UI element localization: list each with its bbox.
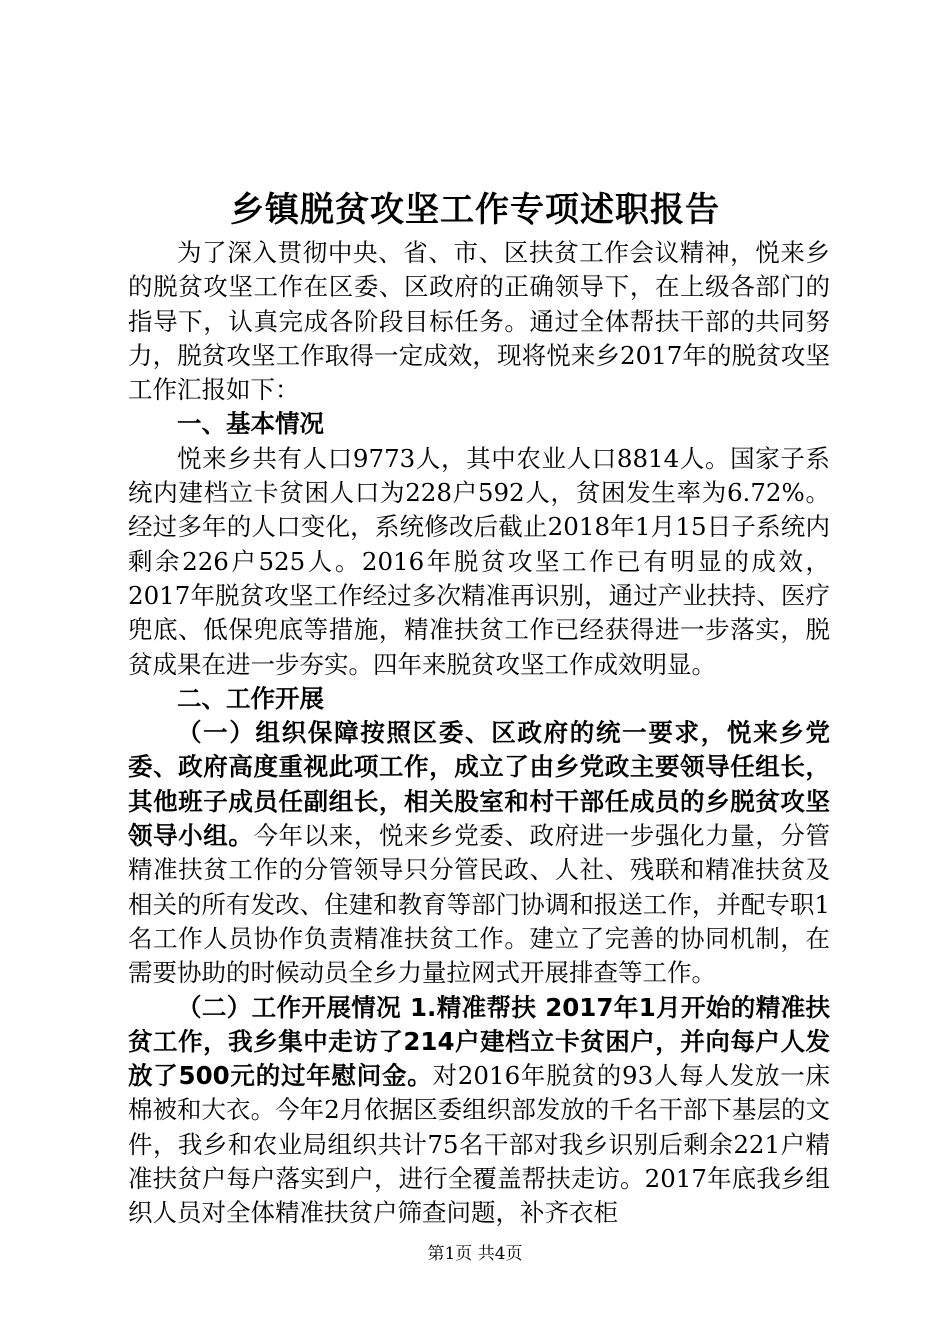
intro-paragraph: 为了深入贯彻中央、省、市、区扶贫工作会议精神，悦来乡的脱贫攻坚工作在区委、区政府的正确领导下，在上级各部门的指导下，认真完成各阶段目标任务。通过全体帮扶干部的共同努力，脱贫攻坚工作取得一定成效，现将悦来乡2017年的脱贫攻坚工作汇报如下： <box>128 238 830 405</box>
document-body <box>128 236 830 1231</box>
work-progress-paragraph <box>128 991 830 1231</box>
section-heading-work: 二、工作开展 <box>177 683 324 713</box>
organization-text: 今年以来，悦来乡党委、政府进一步强化力量，分管精准扶贫工作的分管领导只分管民政、人社、残联和精准扶贫及相关的所有发改、住建和教育等部门协调和报送工作，并配专职1名工作人员协作负责精准扶贫工作。建立了完善的协同机制，在需要协助的时候动员全乡力量拉网式开展排查等工作。 <box>128 821 831 988</box>
organization-paragraph <box>128 716 830 990</box>
work-progress-text: 对2016年脱贫的93人每人发放一床棉被和大衣。今年2月依据区委组织部发放的千名干部下基层的文件，我乡和农业局组织共计75名干部对我乡识别后剩余221户精准扶贫户每户落实到户，进行全覆盖帮扶走访。2017年底我乡组织人员对全体精准扶贫户筛查问题，补齐衣柜 <box>128 1061 830 1228</box>
document-title: 乡镇脱贫攻坚工作专项述职报告 <box>230 190 720 230</box>
page-footer: 第1页 共4页 <box>427 1244 523 1264</box>
basic-situation-paragraph: 悦来乡共有人口9773人，其中农业人口8814人。国家子系统内建档立卡贫困人口为228户592人，贫困发生率为6.72%。经过多年的人口变化，系统修改后截止2018年1月15日子系统内剩余226户525人。2016年脱贫攻坚工作已有明显的成效，2017年脱贫攻坚工作经过多次精准再识别，通过产业扶持、医疗兜底、低保兜底等措施，精准扶贫工作已经获得进一步落实，脱贫成果在进一步夯实。四年来脱贫攻坚工作成效明显。 <box>128 443 830 679</box>
section-heading-basic: 一、基本情况 <box>177 409 324 439</box>
work-progress-lead: （二）工作开展情况 1.精准帮扶 2017年1月开始的精准扶贫工作，我乡集中走访了214户建档立卡贫困户，并向每户人发放了500元的过年慰问金。 <box>128 992 830 1091</box>
organization-lead: （一）组织保障按照区委、区政府的统一要求，悦来乡党委、政府高度重视此项工作，成立了由乡党政主要领导任组长，其他班子成员任副组长，相关股室和村干部任成员的乡脱贫攻坚领导小组。 <box>128 718 830 851</box>
